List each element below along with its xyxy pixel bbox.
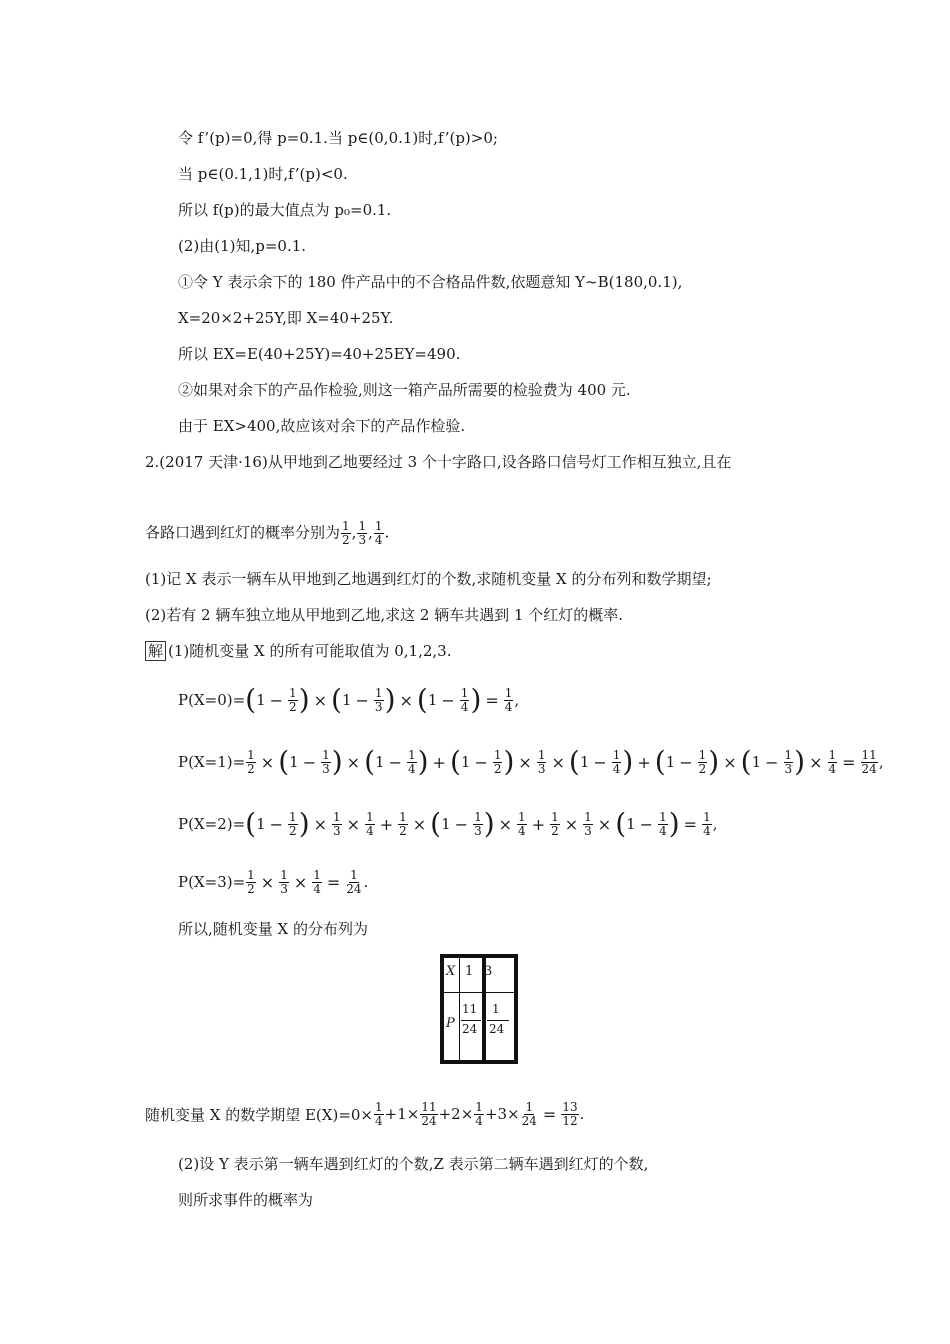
table-row-p: P bbox=[446, 1016, 455, 1031]
equation-p0: P(X=0)= ( 1 − $\frac{1}{2}$ ) × ( 1 − $\frac{1}{3}$ ) × ( 1 − $\frac{1}{4}$ ) = $\frac{1}{4}$ , bbox=[178, 683, 520, 716]
equation-p1-lhs: P(X=1)= bbox=[178, 753, 246, 771]
text-line-6: X=20×2+25Y,即 X=40+25Y. bbox=[178, 309, 394, 327]
table-header-1: 1 bbox=[465, 964, 474, 979]
fraction-one-quarter: $\frac{1}{4}$ bbox=[374, 519, 383, 547]
text-line-9: 由于 EX>400,故应该对余下的产品作检验. bbox=[178, 417, 466, 435]
table-cell-num-2: 1 bbox=[492, 1002, 500, 1016]
table-cell-den-1: 24 bbox=[462, 1022, 478, 1036]
question-2-title: 2.(2017 天津·16)从甲地到乙地要经过 3 个十字路口,设各路口信号灯工作相互独立,且在 bbox=[145, 453, 732, 471]
table-cell-num-1: 11 bbox=[462, 1002, 478, 1016]
equation-p1: P(X=1)= $\frac{1}{2}$ × ( 1 − $\frac{1}{3}$ ) × ( 1 − $\frac{1}{4}$ ) + ( 1 − $\frac{1}{2}$ ) × $\frac{1}{3}$ × ( 1 − $\frac{1}{4}$ ) + ( 1 − $\frac{1}{2}$ ) × ( 1 − $\frac{1}{3}$ ) × $\frac{1}{4}$ = $\frac{11}{24}$ , bbox=[178, 745, 884, 778]
question-2-probabilities: 各路口遇到红灯的概率分别为 $\frac{1}{2}$ , $\frac{1}{3}$ , $\frac{1}{4}$ . bbox=[145, 519, 390, 547]
fraction-one-half: $\frac{1}{2}$ bbox=[342, 519, 350, 547]
equation-p2-lhs: P(X=2)= bbox=[178, 815, 246, 833]
text-line-8: ②如果对余下的产品作检验,则这一箱产品所需要的检验费为 400 元. bbox=[178, 381, 631, 399]
expectation-line: 随机变量 X 的数学期望 E(X)=0× $\frac{1}{4}$ +1× $\frac{11}{24}$ +2× $\frac{1}{4}$ +3× $\frac{1}{24}$ = $\frac{13}{12}$ . bbox=[145, 1099, 585, 1128]
table-cell-den-2: 24 bbox=[489, 1022, 505, 1036]
table-header-3: 3 bbox=[484, 964, 493, 979]
solution-text: (1)随机变量 X 的所有可能取值为 0,1,2,3. bbox=[168, 642, 452, 660]
text-line-5: ①令 Y 表示余下的 180 件产品中的不合格品件数,依题意知 Y~B(180,0.1), bbox=[178, 273, 683, 291]
equation-p3: P(X=3)= $\frac{1}{2}$ × $\frac{1}{3}$ × $\frac{1}{4}$ = $\frac{1}{24}$ . bbox=[178, 867, 369, 896]
text-line-4: (2)由(1)知,p=0.1. bbox=[178, 237, 307, 255]
part-2-line-b: 则所求事件的概率为 bbox=[178, 1191, 314, 1209]
question-2-part-1: (1)记 X 表示一辆车从甲地到乙地遇到红灯的个数,求随机变量 X 的分布列和数学期望; bbox=[145, 570, 712, 588]
distribution-intro: 所以,随机变量 X 的分布列为 bbox=[178, 920, 368, 938]
expectation-prefix: 随机变量 X 的数学期望 E(X)=0× bbox=[145, 1105, 373, 1124]
distribution-table bbox=[440, 954, 518, 1064]
text-line-7: 所以 EX=E(40+25Y)=40+25EY=490. bbox=[178, 345, 461, 363]
solution-label: 解 bbox=[145, 641, 166, 661]
fraction-one-third: $\frac{1}{3}$ bbox=[358, 519, 367, 547]
text-line-2: 当 p∈(0.1,1)时,f’(p)<0. bbox=[178, 165, 348, 183]
equation-p2: P(X=2)= ( 1 − $\frac{1}{2}$ ) × $\frac{1}{3}$ × $\frac{1}{4}$ + $\frac{1}{2}$ × ( 1 − $\frac{1}{3}$ ) × $\frac{1}{4}$ + $\frac{1}{2}$ × $\frac{1}{3}$ × ( 1 − $\frac{1}{4}$ ) = $\frac{1}{4}$ , bbox=[178, 807, 718, 840]
text-line-1: 令 f’(p)=0,得 p=0.1.当 p∈(0,0.1)时,f’(p)>0; bbox=[178, 129, 498, 147]
solution-line-1 bbox=[145, 640, 452, 662]
text-line-3: 所以 f(p)的最大值点为 p₀=0.1. bbox=[178, 201, 392, 219]
part-2-line-a: (2)设 Y 表示第一辆车遇到红灯的个数,Z 表示第二辆车遇到红灯的个数, bbox=[178, 1155, 649, 1173]
question-2-prob-text: 各路口遇到红灯的概率分别为 bbox=[145, 523, 341, 542]
question-2-part-2: (2)若有 2 辆车独立地从甲地到乙地,求这 2 辆车共遇到 1 个红灯的概率. bbox=[145, 606, 624, 624]
table-header-x: X bbox=[446, 964, 456, 979]
equation-p3-lhs: P(X=3)= bbox=[178, 873, 246, 891]
period: . bbox=[384, 523, 390, 542]
equation-p0-lhs: P(X=0)= bbox=[178, 691, 246, 709]
